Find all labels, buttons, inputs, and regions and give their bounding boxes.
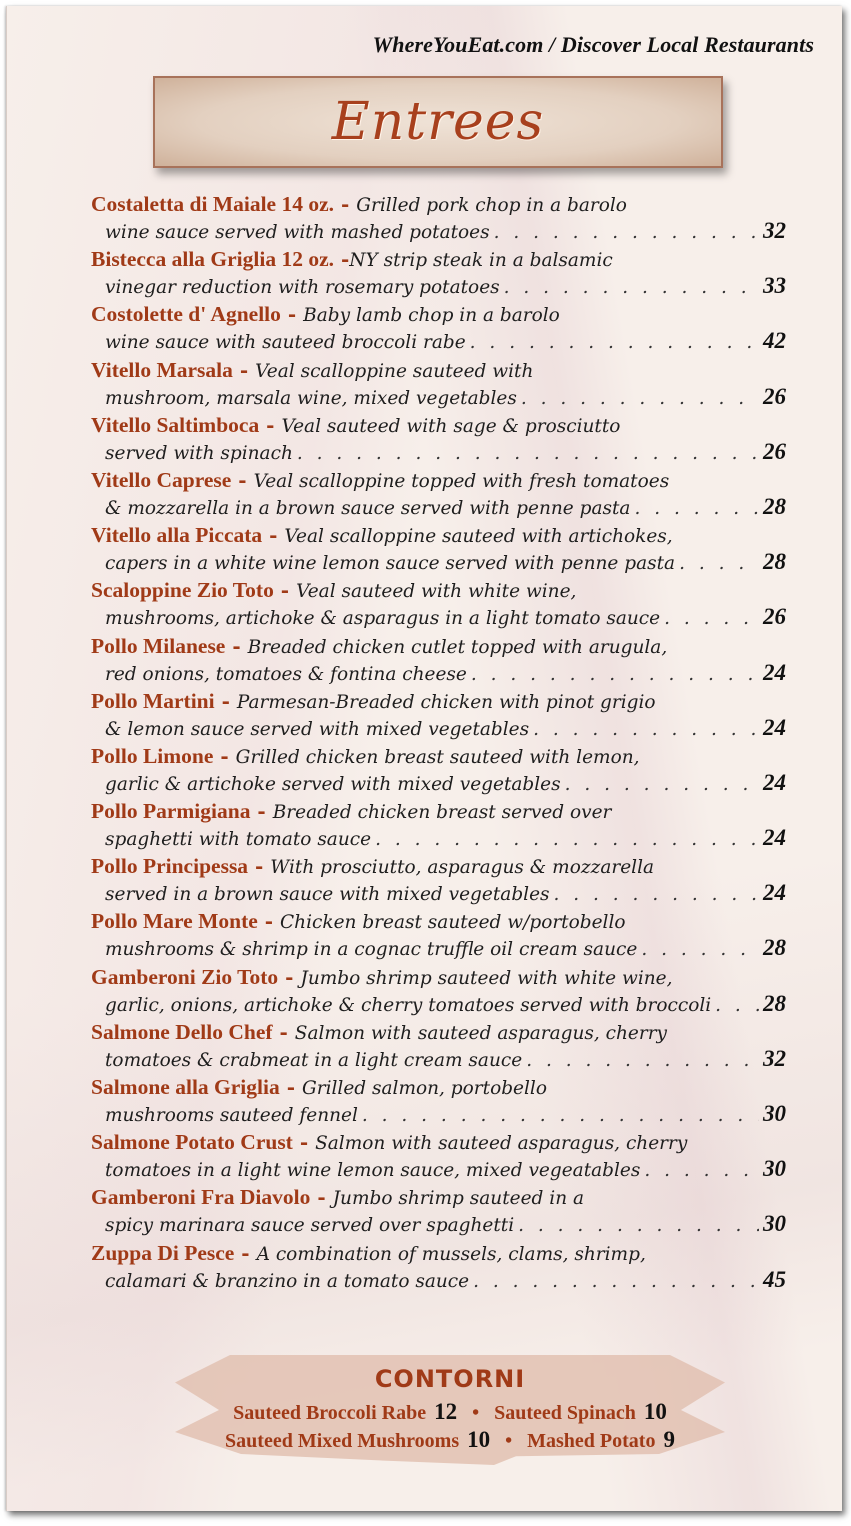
name-separator: -	[234, 1240, 257, 1265]
menu-item	[91, 965, 786, 1020]
menu-item-detail	[91, 439, 786, 466]
menu-item-description-2: capers in a white wine lemon sauce served with penne pasta	[105, 553, 676, 575]
menu-item-heading	[91, 302, 786, 328]
menu-item-price: 24	[763, 769, 786, 795]
name-separator: -	[292, 1130, 316, 1155]
dot-leader	[297, 441, 759, 466]
menu-item-heading	[91, 192, 786, 218]
menu-item	[91, 578, 786, 633]
menu-item-price: 28	[763, 493, 786, 519]
menu-item-detail	[91, 880, 786, 907]
dot-leader	[471, 662, 759, 687]
menu-item-price: 24	[763, 714, 786, 740]
menu-item-description-2: spaghetti with tomato sauce	[105, 829, 372, 851]
menu-item	[91, 634, 786, 689]
menu-item-detail	[91, 991, 786, 1018]
contorni-section	[175, 1355, 725, 1465]
menu-item-description-1: Veal scalloppine topped with fresh tomatoes	[253, 470, 670, 492]
menu-item-description-2: garlic & artichoke served with mixed vegetables	[105, 773, 561, 795]
contorni-item-price: 9	[663, 1427, 675, 1452]
menu-item-detail	[91, 273, 786, 300]
section-title: Entrees	[331, 92, 545, 152]
dot-leader	[470, 330, 759, 355]
menu-item-detail	[91, 604, 786, 631]
contorni-item-name: Sauteed Spinach	[494, 1402, 636, 1424]
menu-item-description-1: Breaded chicken breast served over	[272, 802, 612, 824]
name-separator: -	[231, 467, 254, 492]
menu-item-detail	[91, 1101, 786, 1128]
site-credit: WhereYouEat.com / Discover Local Restaurants	[372, 32, 814, 57]
name-separator: -	[262, 523, 285, 548]
menu-item-detail	[91, 660, 786, 687]
menu-item-heading	[91, 1185, 786, 1211]
menu-item-heading	[91, 1130, 786, 1156]
contorni-item-price: 10	[643, 1399, 667, 1424]
menu-item-price: 28	[763, 549, 786, 575]
menu-item-name: Vitello Caprese	[91, 467, 232, 492]
menu-item-detail	[91, 935, 786, 962]
dot-leader	[526, 1048, 759, 1073]
menu-item-description-1: Salmon with sauteed asparagus, cherry	[315, 1133, 688, 1155]
menu-item-description-2: mushrooms, artichoke & asparagus in a light tomato sauce	[105, 608, 661, 630]
menu-item-price: 28	[763, 935, 786, 961]
menu-item-description-1: Grilled pork chop in a barolo	[356, 195, 627, 216]
dot-leader	[715, 993, 759, 1018]
menu-item-name: Pollo Principessa	[91, 854, 249, 879]
menu-item-name: Scaloppine Zio Toto	[91, 578, 274, 603]
menu-item-price: 26	[763, 383, 786, 409]
contorni-title: CONTORNI	[374, 1365, 526, 1393]
menu-item-description-1: With prosciutto, asparagus & mozzarella	[270, 857, 655, 879]
menu-item-detail	[91, 1211, 786, 1238]
dot-leader	[664, 606, 759, 631]
menu-item-description-1: Veal scalloppine sauteed with	[255, 360, 534, 382]
menu-item-description-2: mushroom, marsala wine, mixed vegetables	[105, 387, 517, 409]
menu-item-detail	[91, 770, 786, 797]
menu-item-name: Pollo Milanese	[91, 633, 226, 658]
menu-item-name: Vitello Saltimboca	[91, 412, 260, 437]
menu-item-name: Salmone Dello Chef	[91, 1019, 273, 1044]
menu-item-detail	[91, 1046, 786, 1073]
menu-item-name: Bistecca alla Griglia 12 oz.	[91, 247, 335, 272]
menu-item-heading	[91, 799, 786, 825]
menu-item-description-1: Veal sauteed with white wine,	[296, 581, 577, 603]
menu-item-detail	[91, 549, 786, 576]
menu-item	[91, 689, 786, 744]
menu-item-description-1: Jumbo shrimp sauteed with white wine,	[300, 967, 673, 989]
menu-item-price: 24	[763, 880, 786, 906]
menu-item-detail	[91, 825, 786, 852]
entree-list	[91, 192, 786, 1296]
menu-item-heading	[91, 965, 786, 991]
menu-item-description-1: Chicken breast sauteed w/portobello	[280, 912, 626, 934]
name-separator: -	[250, 799, 273, 824]
contorni-item-price: 10	[467, 1427, 491, 1452]
contorni-row-1	[175, 1399, 725, 1425]
name-separator: -	[257, 909, 281, 934]
name-separator: -	[259, 412, 282, 437]
menu-item-price: 33	[763, 273, 786, 299]
name-separator: -	[273, 578, 297, 603]
menu-item-name: Pollo Mare Monte	[91, 909, 258, 934]
menu-item-description-2: mushrooms sauteed fennel	[105, 1105, 358, 1126]
dot-leader	[504, 275, 759, 300]
menu-item-price: 45	[763, 1266, 786, 1292]
menu-item-detail	[91, 384, 786, 411]
menu-item	[91, 413, 786, 468]
menu-item-description-2: red onions, tomatoes & fontina cheese	[105, 663, 467, 685]
menu-item-description-2: served with spinach	[105, 442, 293, 464]
menu-item-description-2: calamari & branzino in a tomato sauce	[105, 1270, 470, 1292]
menu-item-description-2: tomatoes & crabmeat in a light cream sauce	[105, 1049, 523, 1071]
menu-item-description-2: wine sauce served with mashed potatoes	[105, 222, 490, 243]
name-separator: -	[310, 1185, 333, 1210]
name-separator: -	[334, 192, 357, 216]
dot-leader	[362, 1103, 759, 1128]
menu-item-price: 24	[763, 659, 786, 685]
menu-item-description-2: served in a brown sauce with mixed vegetables	[105, 884, 550, 906]
name-separator: -	[248, 854, 271, 879]
contorni-item-name: Mashed Potato	[527, 1430, 656, 1452]
menu-item-description-2: tomatoes in a light wine lemon sauce, mixed vegeatables	[105, 1160, 641, 1182]
menu-item	[91, 1020, 786, 1075]
menu-item-description-1: Baby lamb chop in a barolo	[303, 305, 560, 327]
name-separator: -	[232, 357, 256, 382]
dot-leader	[518, 1213, 759, 1238]
menu-item-heading	[91, 689, 786, 715]
menu-item-description-2: wine sauce with sauteed broccoli rabe	[105, 332, 466, 354]
contorni-item-name: Sauteed Mixed Mushrooms	[225, 1430, 460, 1452]
menu-item-name: Costolette d' Agnello	[91, 302, 281, 327]
menu-item-detail	[91, 218, 786, 245]
menu-item-heading	[91, 247, 786, 273]
menu-item-description-2: & lemon sauce served with mixed vegetables	[105, 718, 530, 740]
menu-item-description-1: Veal sauteed with sage & prosciutto	[281, 415, 621, 437]
bullet-separator: •	[472, 1402, 480, 1424]
menu-item-description-1: Parmesan-Breaded chicken with pinot grigio	[236, 691, 656, 713]
menu-item-heading	[91, 854, 786, 880]
menu-item	[91, 1241, 786, 1296]
menu-item-heading	[91, 358, 786, 384]
menu-item	[91, 192, 786, 247]
menu-item	[91, 854, 786, 909]
menu-item-price: 42	[763, 328, 786, 354]
menu-item-detail	[91, 1267, 786, 1294]
menu-item-heading	[91, 909, 786, 935]
menu-item-heading	[91, 634, 786, 660]
menu-item	[91, 1075, 786, 1130]
menu-item-description-2: & mozzarella in a brown sauce served with penne pasta	[105, 497, 631, 519]
name-separator: -	[214, 688, 237, 713]
menu-item-description-1: NY strip steak in a balsamic	[349, 250, 613, 272]
menu-item-heading	[91, 413, 786, 439]
menu-item-name: Zuppa Di Pesce	[91, 1240, 235, 1265]
contorni-item-name: Sauteed Broccoli Rabe	[233, 1402, 427, 1424]
menu-item-price: 30	[763, 1101, 786, 1126]
menu-item-heading	[91, 744, 786, 770]
menu-item-description-1: Grilled salmon, portobello	[301, 1078, 547, 1099]
menu-item-name: Pollo Limone	[91, 743, 214, 768]
menu-item-name: Pollo Parmigiana	[91, 799, 251, 824]
name-separator: -	[225, 633, 248, 658]
menu-item-description-2: mushrooms & shrimp in a cognac truffle oil cream sauce	[105, 939, 638, 961]
menu-item	[91, 1130, 786, 1185]
dot-leader	[679, 551, 759, 576]
menu-item-detail	[91, 328, 786, 355]
menu-item-description-2: vinegar reduction with rosemary potatoes	[105, 277, 500, 299]
menu-item	[91, 358, 786, 413]
name-separator: -	[272, 1019, 295, 1044]
menu-item-price: 30	[763, 1156, 786, 1182]
menu-item-description-1: Salmon with sauteed asparagus, cherry	[294, 1022, 667, 1044]
menu-item-name: Gamberoni Zio Toto	[91, 964, 279, 989]
name-separator: -	[213, 743, 236, 768]
menu-item-name: Gamberoni Fra Diavolo	[91, 1185, 311, 1210]
menu-item	[91, 799, 786, 854]
menu-item-name: Salmone Potato Crust	[91, 1130, 293, 1155]
menu-item-heading	[91, 1075, 786, 1101]
dot-leader	[473, 1269, 759, 1294]
menu-item-description-2: spicy marinara sauce served over spaghetti	[105, 1215, 515, 1237]
menu-item-heading	[91, 1241, 786, 1267]
menu-item-price: 28	[763, 990, 786, 1016]
dot-leader	[533, 717, 759, 742]
menu-item-detail	[91, 715, 786, 742]
dot-leader	[641, 937, 759, 962]
menu-item-heading	[91, 578, 786, 604]
menu-item-heading	[91, 468, 786, 494]
menu-item	[91, 468, 786, 523]
menu-item-name: Vitello Marsala	[91, 357, 233, 382]
dot-leader	[565, 772, 759, 797]
menu-item	[91, 247, 786, 302]
dot-leader	[375, 827, 759, 852]
name-separator: -	[334, 247, 350, 272]
dot-leader	[634, 496, 759, 521]
dot-leader	[554, 882, 759, 907]
menu-item-price: 30	[763, 1211, 786, 1237]
menu-item-detail	[91, 1156, 786, 1183]
menu-item	[91, 523, 786, 578]
menu-item-description-2: garlic, onions, artichoke & cherry tomatoes served with broccoli	[105, 994, 712, 1016]
menu-item-price: 32	[763, 218, 786, 243]
menu-item	[91, 909, 786, 964]
contorni-item-price: 12	[434, 1399, 458, 1424]
dot-leader	[644, 1158, 759, 1183]
menu-item-heading	[91, 1020, 786, 1046]
section-banner	[153, 76, 723, 168]
menu-item-detail	[91, 494, 786, 521]
menu-item-heading	[91, 523, 786, 549]
name-separator: -	[280, 302, 304, 327]
menu-item-description-1: Veal scalloppine sauteed with artichokes,	[284, 526, 673, 548]
menu-item-description-1: Jumbo shrimp sauteed in a	[332, 1188, 585, 1210]
menu-item-name: Costaletta di Maiale 14 oz.	[91, 192, 335, 216]
menu-item-name: Salmone alla Griglia	[91, 1075, 280, 1099]
menu-item-price: 24	[763, 825, 786, 851]
dot-leader	[521, 386, 759, 411]
menu-item-description-1: A combination of mussels, clams, shrimp,	[256, 1243, 646, 1265]
menu-item	[91, 302, 786, 357]
name-separator: -	[278, 964, 301, 989]
menu-item-price: 26	[763, 438, 786, 464]
dot-leader	[494, 220, 759, 245]
menu-item-name: Vitello alla Piccata	[91, 523, 263, 548]
bullet-separator: •	[505, 1430, 513, 1452]
menu-item-price: 32	[763, 1045, 786, 1071]
menu-item-description-1: Grilled chicken breast sauteed with lemon,	[235, 746, 640, 768]
contorni-row-2	[175, 1427, 725, 1453]
menu-item	[91, 744, 786, 799]
menu-item	[91, 1185, 786, 1240]
menu-item-description-1: Breaded chicken cutlet topped with arugula,	[247, 636, 668, 658]
menu-item-name: Pollo Martini	[91, 688, 215, 713]
menu-item-price: 26	[763, 604, 786, 630]
name-separator: -	[279, 1075, 302, 1099]
